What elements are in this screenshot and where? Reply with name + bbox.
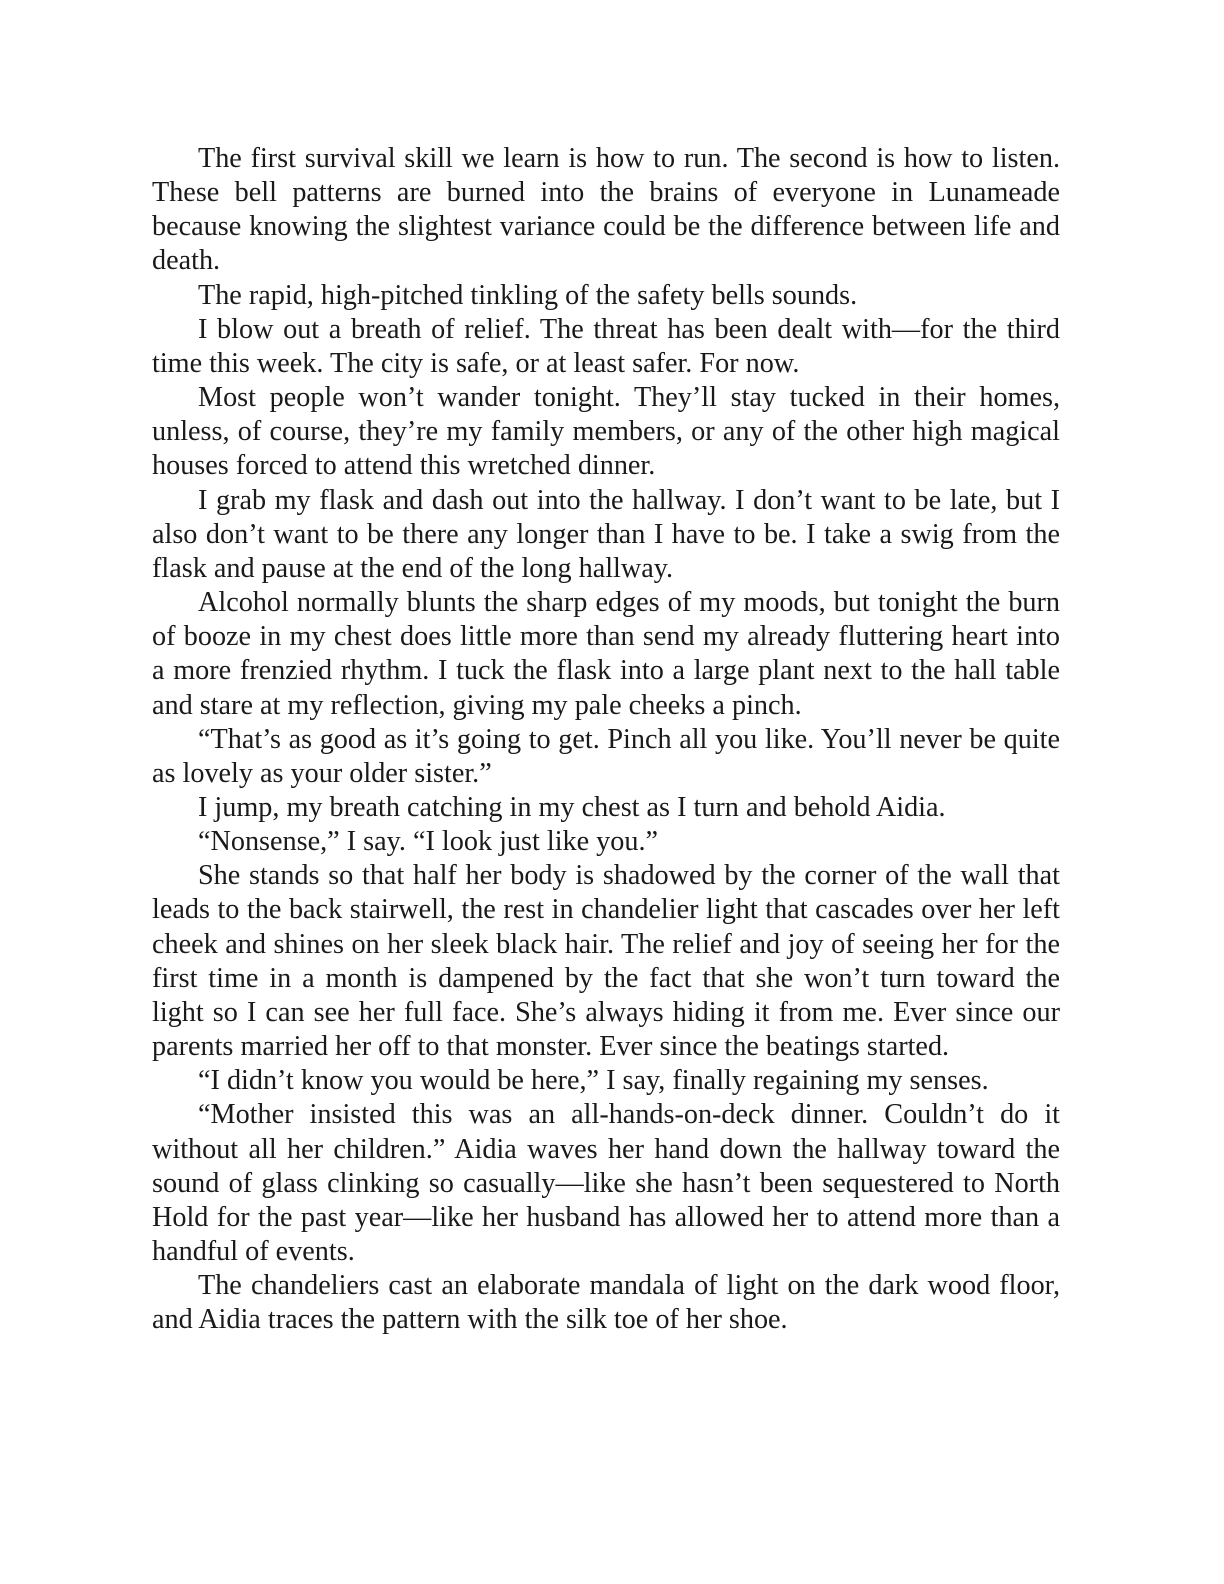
paragraph: The chandeliers cast an elaborate mandala of light on the dark wood floor, and Aidia traces the pattern with the silk toe of her shoe. [152,1270,1060,1336]
paragraph: “Nonsense,” I say. “I look just like you.” [198,826,659,858]
paragraph: Most people won’t wander tonight. They’ll stay tucked in their homes, unless, of course, they’re my family members, or any of the other high magical houses forced to attend this wretched dinner. [152,382,1060,482]
paragraph: Alcohol normally blunts the sharp edges of my moods, but tonight the burn of booze in my chest does little more than send my already fluttering heart into a more frenzied rhythm. I tuck the flask into a large plant next to the hall table and stare at my reflection, giving my pale cheeks a pinch. [152,587,1060,721]
document-page [152,142,1060,1337]
paragraph: “Mother insisted this was an all-hands-on-deck dinner. Couldn’t do it without all her children.” Aidia waves her hand down the hallway toward the sound of glass clinking so casually—like she hasn’t been sequestered to North Hold for the past year—like her husband has allowed her to attend more than a handful of events. [152,1099,1060,1267]
paragraph: I grab my flask and dash out into the hallway. I don’t want to be late, but I also don’t want to be there any longer than I have to be. I take a swig from the flask and pause at the end of the long hallway. [152,484,1060,584]
paragraph: The first survival skill we learn is how to run. The second is how to listen. These bell patterns are burned into the brains of everyone in Lunameade because knowing the slightest variance could be the difference between life and death. [152,143,1060,277]
paragraph: “I didn’t know you would be here,” I say, finally regaining my senses. [198,1065,989,1097]
paragraph: “That’s as good as it’s going to get. Pinch all you like. You’ll never be quite as lovely as your older sister.” [152,723,1060,789]
paragraph: I jump, my breath catching in my chest as I turn and behold Aidia. [198,791,946,823]
paragraph: The rapid, high-pitched tinkling of the safety bells sounds. [198,279,858,311]
paragraph: She stands so that half her body is shadowed by the corner of the wall that leads to the back stairwell, the rest in chandelier light that cascades over her left cheek and shines on her sleek black hair. The relief and joy of seeing her for the first time in a month is dampened by the fact that she won’t turn toward the light so I can see her full face. She’s always hiding it from me. Ever since our parents married her off to that monster. Ever since the beatings started. [152,860,1060,1063]
paragraph: I blow out a breath of relief. The threat has been dealt with—for the third time this week. The city is safe, or at least safer. For now. [152,313,1060,379]
